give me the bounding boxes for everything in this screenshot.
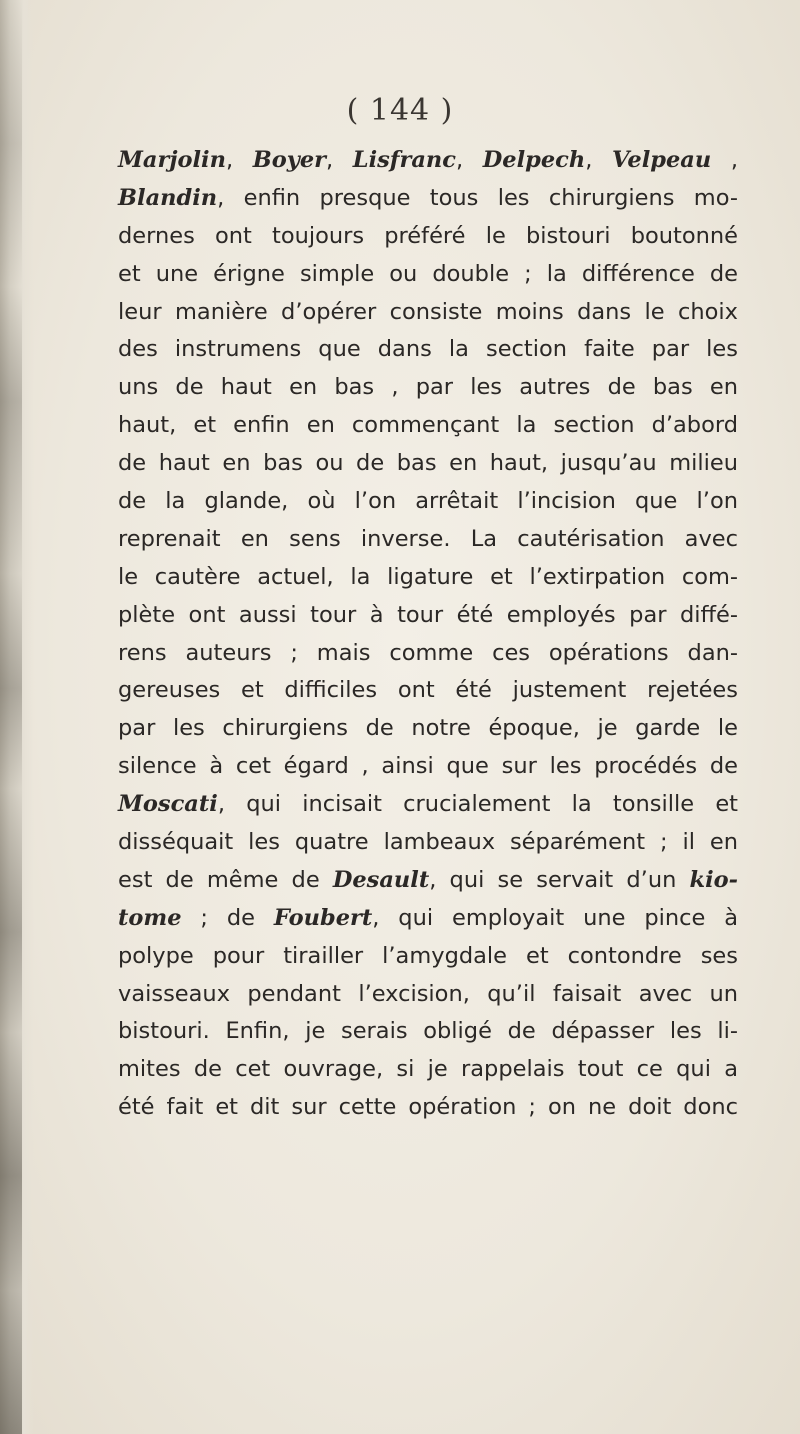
text-run: par les chirurgiens de notre époque, je garde le bbox=[118, 715, 738, 742]
text-line bbox=[118, 748, 738, 786]
text-run: de haut en bas ou de bas en haut, jusqu’au milieu bbox=[118, 450, 738, 477]
text-run: rens auteurs ; mais comme ces opérations dan- bbox=[118, 639, 738, 666]
italic-name: Marjolin bbox=[118, 147, 226, 173]
text-line bbox=[118, 445, 738, 483]
text-run: ; de bbox=[181, 904, 274, 931]
text-run: des instrumens que dans la section faite par les bbox=[118, 336, 738, 363]
text-run: de la glande, où l’on arrêtait l’incision que l’on bbox=[118, 488, 738, 515]
text-run: , qui incisait crucialement la tonsille et bbox=[217, 791, 738, 818]
text-run: , bbox=[326, 147, 353, 173]
italic-name: Lisfranc bbox=[352, 147, 456, 173]
text-run: vaisseaux pendant l’excision, qu’il faisait avec un bbox=[118, 980, 738, 1007]
text-line bbox=[118, 142, 738, 180]
text-run: le cautère actuel, la ligature et l’extirpation com- bbox=[118, 563, 738, 590]
italic-name: Moscati bbox=[118, 791, 218, 818]
text-run: dernes ont toujours préféré le bistouri boutonné bbox=[118, 222, 738, 249]
text-run: et une érigne simple ou double ; la différence de bbox=[118, 260, 738, 287]
text-run: disséquait les quatre lambeaux séparément ; il en bbox=[118, 829, 738, 856]
text-line bbox=[118, 180, 738, 218]
italic-name: Delpech bbox=[482, 147, 586, 173]
text-line bbox=[118, 256, 738, 294]
text-line bbox=[118, 483, 738, 521]
text-run: , qui employait une pince à bbox=[372, 904, 738, 931]
text-line bbox=[118, 1013, 738, 1051]
body-text bbox=[118, 142, 738, 1127]
text-run: , bbox=[225, 147, 253, 173]
text-line bbox=[118, 559, 738, 597]
text-run: , bbox=[455, 147, 483, 173]
text-run: mites de cet ouvrage, si je rappelais tout ce qui a bbox=[118, 1056, 738, 1083]
text-line bbox=[118, 369, 738, 407]
text-run: été fait et dit sur cette opération ; on ne doit donc bbox=[118, 1094, 738, 1121]
text-line bbox=[118, 786, 738, 824]
text-run: est de même de bbox=[118, 866, 333, 893]
text-line bbox=[118, 294, 738, 332]
italic-name: Foubert bbox=[273, 904, 373, 931]
italic-name: kio- bbox=[689, 866, 738, 893]
text-line bbox=[118, 672, 738, 710]
text-line bbox=[118, 900, 738, 938]
text-line bbox=[118, 824, 738, 862]
text-line bbox=[118, 976, 738, 1014]
text-run: haut, et enfin en commençant la section d’abord bbox=[118, 412, 738, 439]
text-run: reprenait en sens inverse. La cautérisation avec bbox=[118, 525, 738, 552]
text-line bbox=[118, 1089, 738, 1127]
text-run: , bbox=[711, 147, 739, 173]
text-line bbox=[118, 407, 738, 445]
text-line bbox=[118, 331, 738, 369]
text-run: gereuses et difficiles ont été justement rejetées bbox=[118, 677, 738, 704]
text-line bbox=[118, 862, 738, 900]
text-line bbox=[118, 938, 738, 976]
italic-name: Velpeau bbox=[612, 147, 712, 173]
text-run: leur manière d’opérer consiste moins dans le choix bbox=[118, 298, 738, 325]
text-line bbox=[118, 521, 738, 559]
text-line bbox=[118, 710, 738, 748]
text-run: polype pour tirailler l’amygdale et contondre ses bbox=[118, 942, 738, 969]
italic-name: Desault bbox=[332, 866, 430, 893]
text-run: silence à cet égard , ainsi que sur les procédés de bbox=[118, 753, 738, 780]
text-line bbox=[118, 635, 738, 673]
text-run: , enfin presque tous les chirurgiens mo- bbox=[217, 184, 738, 211]
text-run: , qui se servait d’un bbox=[429, 866, 690, 893]
italic-name: tome bbox=[118, 904, 182, 931]
text-run: plète ont aussi tour à tour été employés par diffé- bbox=[118, 601, 738, 628]
text-line bbox=[118, 597, 738, 635]
page-number: ( 144 ) bbox=[346, 93, 454, 128]
text-run: bistouri. Enfin, je serais obligé de dépasser les li- bbox=[118, 1018, 738, 1045]
text-line bbox=[118, 1051, 738, 1089]
text-line bbox=[118, 218, 738, 256]
page-edge-stains bbox=[0, 0, 22, 1434]
italic-name: Blandin bbox=[118, 184, 218, 211]
italic-name: Boyer bbox=[252, 147, 326, 173]
text-run: uns de haut en bas , par les autres de bas en bbox=[118, 374, 738, 401]
text-run: , bbox=[585, 147, 612, 173]
